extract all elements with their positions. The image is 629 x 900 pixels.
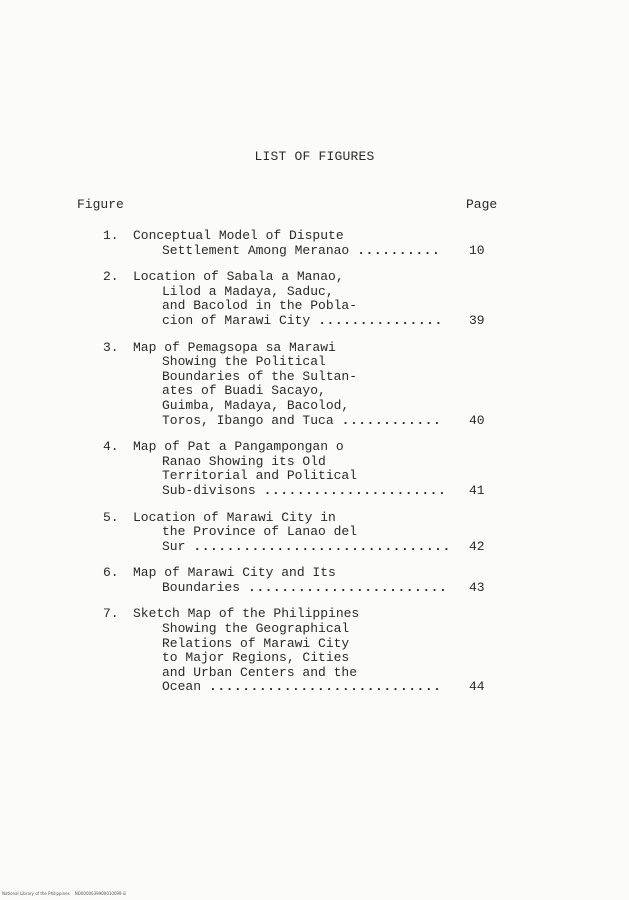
caption-line: Location of Marawi City in <box>133 509 336 525</box>
figure-column-heading: Figure <box>77 197 124 212</box>
figure-number: 7. <box>103 606 119 622</box>
dot-leader: ...................... <box>263 482 447 498</box>
figure-number: 5. <box>103 509 119 525</box>
page-number: 44 <box>469 679 485 695</box>
caption-line: Sub-divisons <box>162 482 256 498</box>
figure-entry <box>103 511 503 555</box>
page-number: 41 <box>469 482 485 498</box>
caption-line: to Major Regions, Cities <box>162 650 350 666</box>
figure-caption <box>133 341 503 429</box>
figure-caption <box>133 270 503 328</box>
caption-line: Boundaries of the Sultan- <box>162 368 358 384</box>
caption-line: Relations of Marawi City <box>162 635 350 651</box>
caption-line: and Urban Centers and the <box>162 664 358 680</box>
caption-line: Sketch Map of the Philippines <box>133 606 360 622</box>
caption-line: Boundaries <box>162 579 241 595</box>
figure-number: 1. <box>103 228 119 243</box>
caption-line: Map of Pat a Pangampongan o <box>133 439 344 455</box>
page-number: 40 <box>469 412 485 428</box>
caption-line: the Province of Lanao del <box>162 524 358 540</box>
page-title: LIST OF FIGURES <box>254 149 375 164</box>
dot-leader: ............................ <box>209 679 442 695</box>
page-number: 39 <box>469 312 485 328</box>
caption-last-line <box>133 581 503 596</box>
caption-last-line <box>133 244 503 259</box>
figure-entry <box>103 566 503 595</box>
figure-caption <box>133 566 503 595</box>
caption-line: Conceptual Model of Dispute <box>133 228 344 243</box>
caption-last-line <box>133 680 503 695</box>
caption-line: Settlement Among Meranao <box>162 242 350 258</box>
caption-last-line <box>133 314 503 329</box>
figure-caption <box>133 229 503 258</box>
caption-line: Sur <box>162 538 186 554</box>
page-column-heading: Page <box>466 197 498 212</box>
caption-line: Showing the Political <box>162 354 326 370</box>
figure-list <box>103 229 503 707</box>
dot-leader: ........................ <box>248 579 448 595</box>
figure-entry <box>103 607 503 695</box>
figure-entry <box>103 229 503 258</box>
figure-number: 4. <box>103 439 119 455</box>
caption-line: and Bacolod in the Pobla- <box>162 298 358 314</box>
figure-entry <box>103 440 503 498</box>
figure-entry <box>103 270 503 328</box>
caption-line: Territorial and Political <box>162 468 358 484</box>
caption-line: Lilod a Madaya, Saduc, <box>162 283 334 299</box>
caption-line: cion of Marawi City <box>162 312 311 328</box>
dot-leader: ............................... <box>193 538 451 554</box>
caption-line: Map of Marawi City and Its <box>133 565 336 581</box>
figure-caption <box>133 511 503 555</box>
page-number: 42 <box>469 538 485 554</box>
caption-line: Showing the Geographical <box>162 621 350 637</box>
caption-line: Ranao Showing its Old <box>162 453 326 469</box>
caption-last-line <box>133 540 503 555</box>
caption-line: Ocean <box>162 679 202 695</box>
figure-caption <box>133 607 503 695</box>
figure-entry <box>103 341 503 429</box>
archive-footer: National Library of the Philippines ND0000039900010099 iii <box>2 891 127 896</box>
caption-line: Location of Sabala a Manao, <box>133 269 344 285</box>
figure-caption <box>133 440 503 498</box>
caption-line: Map of Pemagsopa sa Marawi <box>133 339 336 355</box>
dot-leader: ............... <box>318 312 443 328</box>
figure-number: 6. <box>103 565 119 581</box>
caption-last-line <box>133 484 503 499</box>
caption-line: Guimba, Madaya, Bacolod, <box>162 397 350 413</box>
dot-leader: .......... <box>357 242 441 258</box>
page-number: 43 <box>469 579 485 595</box>
dot-leader: ............ <box>341 412 442 428</box>
caption-last-line <box>133 414 503 429</box>
caption-line: ates of Buadi Sacayo, <box>162 383 326 399</box>
caption-line: Toros, Ibango and Tuca <box>162 412 334 428</box>
figure-number: 2. <box>103 269 119 285</box>
figure-number: 3. <box>103 339 119 355</box>
page-number: 10 <box>469 242 485 258</box>
